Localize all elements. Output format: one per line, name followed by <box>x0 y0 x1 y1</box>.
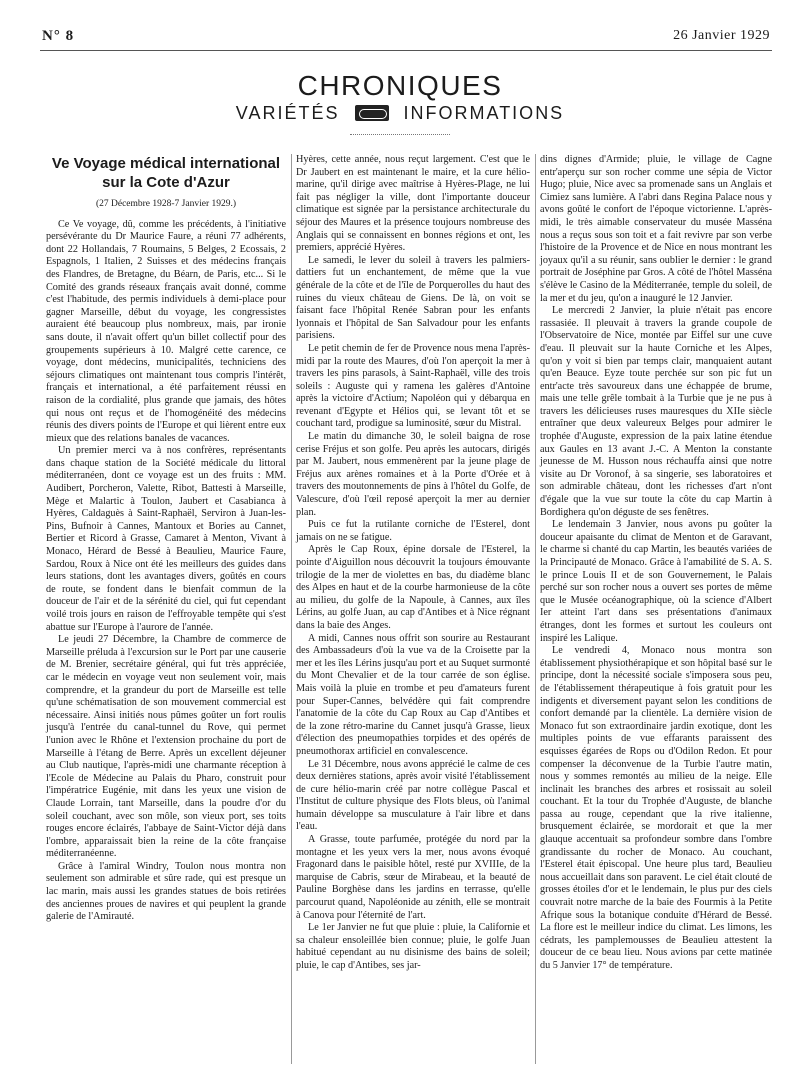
issue-date: 26 Janvier 1929 <box>673 28 770 43</box>
article-title <box>46 154 286 192</box>
paragraph: dins dignes d'Armide; pluie, le village de Cagne entr'aperçu sur son rocher comme une sépia de Victor Hugo; pluie, Nice avec sa promenade sans un Anglais et Cimiez sans lumière. A l'abri dans Regina Palace nous y avons goûté le confort de l'époque victorienne. L'après-midi, le très aimable conservateur du musée Masséna nous a reçus sous son toit et a fait revivre par son verbe l'histoire de la Provence et de Nice en nous montrant les joyaux qu'il a su réunir, sans oublier le dernier : le grand portrait de Joséphine par Gros. A côté de l'hôtel Masséna s'élève le Casino de la Méditerranée, temple du soleil, de la mer et du jeu, qu'on a inauguré le 12 Janvier. <box>540 154 772 304</box>
decorative-ornament-icon <box>355 105 389 121</box>
paragraph: Le lendemain 3 Janvier, nous avons pu goûter la douceur apaisante du climat de Menton et de Garavant, le charme si chanté du cap Martin, les beautés variées de la Principauté de Monaco. Grâce à l'amabilité de S. A. S. le prince Louis II et de son Gouvernement, le Palais perché sur son rocher nous a ouvert ses portes de même que le Musée océanographique, où la science d'Albert Ier atteint l'art dans ses présentations d'animaux étranges, dont les formes et surtout les couleurs ont inspiré les Lalique. <box>540 519 772 644</box>
paragraph: Le 31 Décembre, nous avons apprécié le calme de ces deux dernières stations, après avoir visité l'établissement de cure hélio-marin créé par notre collègue Pascal et l'Institut de culture physique des Flots bleus, où l'animal humain développe sa musculature à l'air libre et dans l'eau. <box>296 758 530 833</box>
column-3 <box>540 154 772 973</box>
paragraph: Ce Ve voyage, dû, comme les précédents, à l'initiative persévérante du Dr Maurice Faure, a réuni 77 adhérents, dont 22 Hollandais, 7 Roumains, 5 Belges, 2 Ecossais, 2 Espagnols, 1 Italien, 2 Suisses et des médecins français des Flandres, de Bretagne, du Béarn, de Paris, etc... Si le Comité des grands réseaux français avait donné, comme c'est l'habitude, des permis individuels à demi-place pour gagner Marseille, début du voyage, les congressistes auraient été beaucoup plus nombreux, mais, par ironie sans doute, il n'avait offert qu'un billet collectif pour des groupements supérieurs à 10. Malgré cette carence, ce voyage, dont médecins, municipalités, techniciens des séjours climatiques ont maintenant tous compris l'intérêt, français et international, a été parfaitement réussi en raison de la cordialité, plus grande que jamais, des hôtes qui nous ont reçus et de l'homogénéité des médecins réunis des divers points de l'Europe et qui lièrent entre eux mieux que des relations banales de vacances. <box>46 218 286 444</box>
paragraph: A Grasse, toute parfumée, protégée du nord par la montagne et les yeux vers la mer, nous avons évoqué Fragonard dans le paisible hôtel, resté pur XVIIIe, de la marquise de Cabris, sœur de Mirabeau, et la beauté de Pauline Borghèse dans les jardins en terrasse, qu'elle parcourut quand, Napoléonide au zénith, elle se montrait à Canova pour l'éternité de l'art. <box>296 834 530 921</box>
paragraph: Le jeudi 27 Décembre, la Chambre de commerce de Marseille préluda à l'excursion sur le Port par une causerie de M. Brenier, secrétaire général, qui fut très appréciée, car le médecin en voyage veut non seulement voir, mais comprendre, et la grandeur du port de Marseille est telle qu'une schématisation de son mouvement commercial est nécessaire. Ainsi initiés nous pûmes goûter un fort roulis jusqu'à l'entrée du canal-tunnel du Rove, qui permet l'union avec le Rhône et l'extension prochaine du port de Marseille à l'étang de Berre. Après un excellent déjeuner au Club nautique, l'après-midi une charmante réception à l'Ecole de Médecine au Palais du Pharo, construit pour l'impératrice Eugénie, mit dans les yeux une vision de Claude Lorrain, tant Marseille, dans la poudre d'or du soleil couchant, avec son môle, son vieux port, ses toits rouges encore éclairés, l'abbaye de Saint-Victor déjà dans l'ombre, apparaissait bien la reine de la côte française méditerranéenne. <box>46 634 286 860</box>
column-divider <box>535 154 536 1064</box>
paragraph: A midi, Cannes nous offrit son sourire au Restaurant des Ambassadeurs d'où la vue va de la Croisette par la mer et les îles Lérins jusqu'au port et au Suquet surmonté du Mont Chevalier et de la tour carrée de son église. Mais voilà la pluie en trombe et peu d'amateurs furent pour Super-Cannes, belvédère qui fait comprendre l'anatomie de la côte du Cap Roux au Cap d'Antibes et de la zone rétro-marine du Cannet jusqu'à Grasse, lieux d'élection des pneumopathies torpides et des opérés de pneumothorax artificiel en convalescence. <box>296 632 530 757</box>
column-2 <box>296 154 530 973</box>
article-title-line1: Ve Voyage médical international <box>51 155 281 172</box>
section-subtitle <box>0 102 800 124</box>
paragraph: Le petit chemin de fer de Provence nous mena l'après-midi par la route des Maures, d'où l'on aperçoit la mer à travers les pins parasols, à Saint-Raphaël, ville des trois soleils : Auguste qui y ramena les galères d'Antoine après la victoire d'Actium; Napoléon qui y débarqua en revenant d'Egypte et Hélios qui, se levant tôt et se couchant tard, prodigue sa luminosité, sœur du Mistral. <box>296 342 530 430</box>
header-divider <box>40 50 772 51</box>
column-1 <box>46 150 286 924</box>
paragraph: Hyères, cette année, nous reçut largement. C'est que le Dr Jaubert en est maintenant le maire, et la cure hélio-marine, qu'il dirige avec maîtrise à Hyères-Plage, ne lui fait pas négliger la ville, dont l'importante douceur climatique est signée par la persistance architecturale du séjour des Maures et la présence toujours nombreuse des Anglais qui se connaissent en bonnes régions et ont, les premiers, apprécié Hyères. <box>296 154 530 254</box>
column-divider <box>291 154 292 1064</box>
article-title-line2: sur la Cote d'Azur <box>102 174 230 191</box>
issue-number: N° 8 <box>42 28 75 44</box>
paragraph: Grâce à l'amiral Windry, Toulon nous montra non seulement son admirable et sûre rade, qui est presque un lac marin, mais aussi les grandes statues de bois retirées des anciennes proues de navires et qui peuplent la grande galerie de l'Amirauté. <box>46 860 286 923</box>
paragraph: Le matin du dimanche 30, le soleil baigna de rose cerise Fréjus et son golfe. Peu après les autocars, dirigés par M. Jaubert, nous emmenèrent par la jeune plage de Fréjus aux arènes romaines et à la Porte d'Orée et à travers des moutonnements de pins à l'hôtel du Golfe, de Valescure, d'où l'œil reposé aperçoit la mer au dernier plan. <box>296 431 530 518</box>
paragraph: Puis ce fut la rutilante corniche de l'Esterel, dont jamais on ne se fatigue. <box>296 519 530 543</box>
section-title: CHRONIQUES <box>297 70 503 101</box>
paragraph: Le vendredi 4, Monaco nous montra son établissement physiothérapique et son hôpital basé sur le principe, dont la nécessité sociale s'imposera sous peu, de l'établissement thérapeutique à fois gratuit pour les indigents et diversement payant selon les conditions de confort demandé par la clientèle. La dernière vision de Monaco fut son extraordinaire jardin exotique, dont les multiples points de vue effarants paraissent des esquisses égarées de Rops ou d'Odilon Redon. Et pour compenser la déconvenue de la Turbie l'autre matin, nous y sommes remontés au milieu de la neige. Elle inclinait les branches des arbres et rosissait au soleil couchant. Et la tour du Trophée d'Auguste, de blanche passa au rouge, cependant que la rive italienne, brusquement éclairée, se mordorait et que la mer glauque accentuait sa profondeur sombre dans l'ombre grandissante du rocher de Monaco. Au couchant, l'Esterel était épiscopal. Une heure plus tard, Beaulieu nous accueillait dans son paravent. Le ciel était clouté de grosses étoiles d'or et le lendemain, le plus pur des ciels couvrait notre marche de la baie des Fourmis à la Petite Afrique sous la botanique conduite d'Hérard de Bessé. La flore est le meilleur indice du climat. Les limons, les cédrats, les pamplemousses de Beaulieu attestent la douceur de ce beau lieu. Nous avions par cette matinée du 5 Janvier 17° de température. <box>540 645 772 971</box>
paragraph: Après le Cap Roux, épine dorsale de l'Esterel, la pointe d'Aiguillon nous découvrit la toujours émouvante trilogie de la mer de violettes en bas, du diadème blanc des Alpes en haut et de la courbe harmonieuse de la côte au milieu, du golfe de la Napoule, à Cannes, aux îles Lérins, au golfe Juan, au cap d'Antibes et à Nice régnant dans la baie des Anges. <box>296 544 530 631</box>
paragraph: Le mercredi 2 Janvier, la pluie n'était pas encore rassasiée. Il pleuvait à travers la grande coupole de l'Observatoire de Nice, montée par Eiffel sur une cuve d'eau. Il pleuvait sur la haute Corniche et les Alpes, qu'on y voit si bien par temps clair, manquaient autant qu'en Beauce. Eyze toute perchée sur son pic fut un entr'acte très savoureux dans une échappée de brume, mais une telle grêle tombait à la Turbie que je ne pus à travers les délicieuses ruses mauresques du XIIe siècle entraîner que deux valeureux Belges pour admirer le trophée d'Auguste, expression de la paix latine étendue aux Gaules en 13 avant J.-C. A Menton la constante jeunesse de M. Husson nous réchauffa ainsi que notre visite au Dr Voronof, à sa singerie, ses laboratoires et son admirable château, dont les richesses d'art n'ont d'égale que la vue sur toute la côte du cap Martin à Bordighera qu'on déguste de ses fenêtres. <box>540 305 772 518</box>
paragraph: Le 1er Janvier ne fut que pluie : pluie, la Californie et sa chaleur ensoleillée bien connue; pluie, le golfe Juan habitué cependant au nu disinisme des bains de soleil; pluie, le cap d'Antibes, ses jar- <box>296 922 530 971</box>
title-divider <box>350 134 450 135</box>
paragraph: Un premier merci va à nos confrères, représentants dans chaque station de la Société médicale du littoral méditerranéen, dont ce voyage est un des fruits : MM. Audibert, Porcheron, Valette, Ribot, Battesti à Marseille, Mège et Malartic à Toulon, Jaubert et Casabianca à Hyères, Caldaguès à Saint-Raphaël, Serviron à Juan-les-Pins, Bufnoir à Cannes, Mantoux et Bories au Cannet, Bertier et Ricord à Grasse, Camaret à Menton, Vivant à Monaco, Hérard de Bessé à Beaulieu, Maurice Faure, Sardou, Roux à Nice ont été les meilleurs des guides dans leurs stations, dont les avantages divers, goûtés en cours de route, se fondent dans le bienfait commun de la douceur de l'air et de la sérénité du ciel, qui fut cependant voilé trois jours en raison de l'effroyable tempête qui s'est abattue sur l'Europe à l'aurore de l'année. <box>46 445 286 633</box>
section-left-word: VARIÉTÉS <box>235 102 340 123</box>
section-right-word: INFORMATIONS <box>403 102 565 123</box>
paragraph: Le samedi, le lever du soleil à travers les palmiers-dattiers fut un enchantement, de même que la vue générale de la côte et de l'île de Porquerolles du haut des ruines du vieux château de Giens. De là, on voit se faisant face l'hôpital Renée Sabran pour les enfants lyonnais et l'hôpital de San Salvadour pour les enfants parisiens. <box>296 254 530 342</box>
article-dates: (27 Décembre 1928-7 Janvier 1929.) <box>95 199 237 209</box>
